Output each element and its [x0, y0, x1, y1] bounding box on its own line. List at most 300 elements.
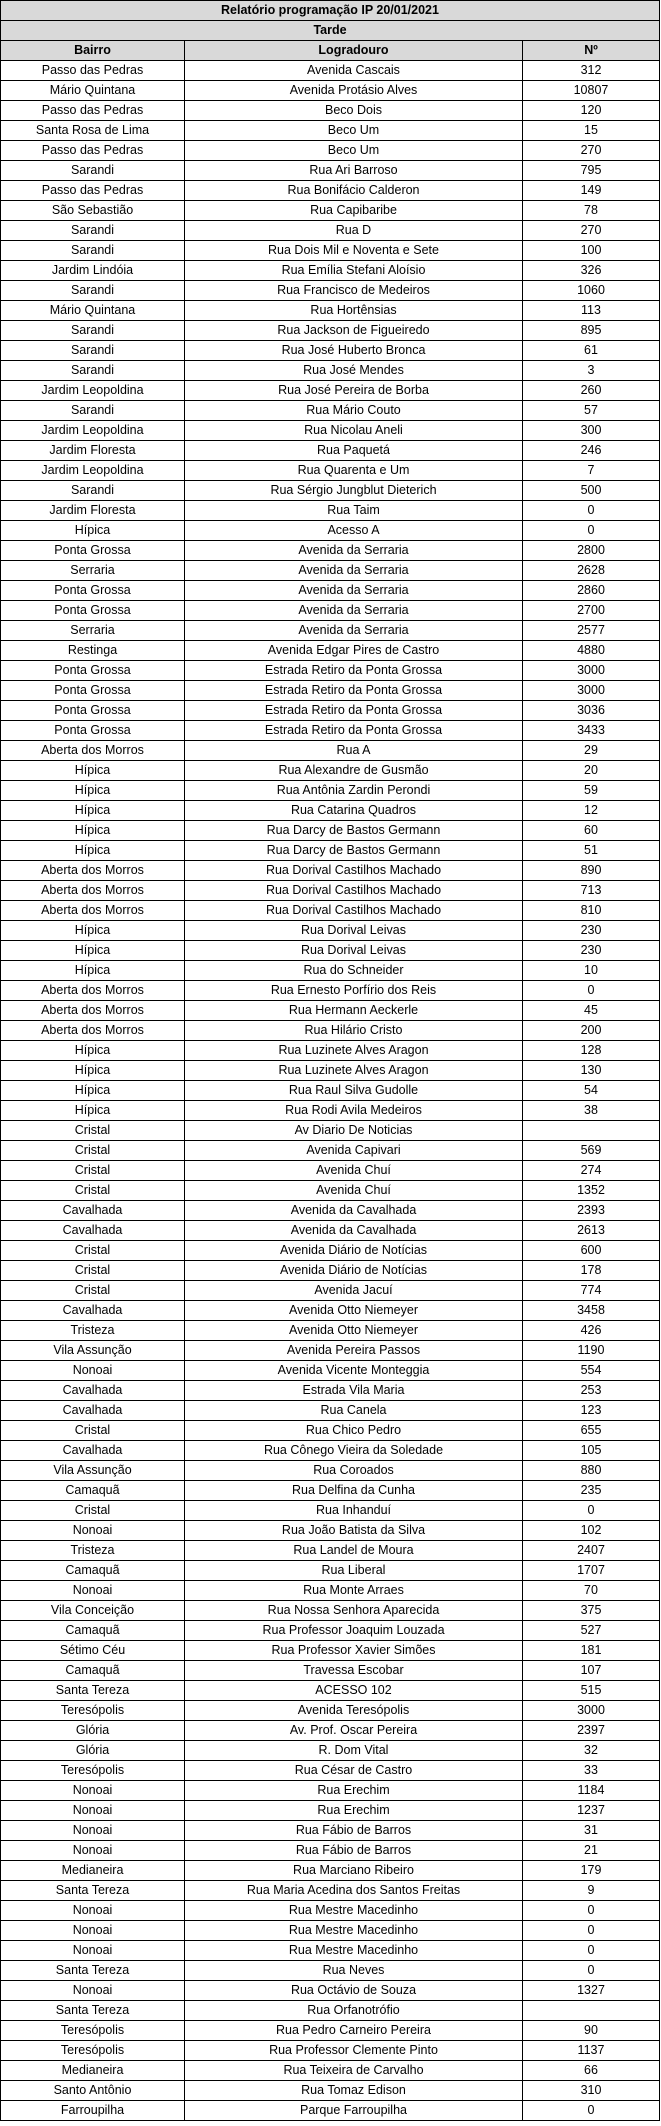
- table-row: [1, 241, 660, 261]
- cell-bairro: Cristal: [1, 1161, 185, 1181]
- table-row: [1, 941, 660, 961]
- cell-numero: 60: [523, 821, 660, 841]
- cell-numero: 54: [523, 1081, 660, 1101]
- cell-bairro: Ponta Grossa: [1, 541, 185, 561]
- table-row: [1, 121, 660, 141]
- cell-numero: 2393: [523, 1201, 660, 1221]
- cell-logradouro: Rua Coroados: [185, 1461, 523, 1481]
- table-row: [1, 581, 660, 601]
- cell-bairro: Santa Tereza: [1, 1681, 185, 1701]
- cell-bairro: Hípica: [1, 921, 185, 941]
- cell-logradouro: Rua Monte Arraes: [185, 1581, 523, 1601]
- table-row: [1, 741, 660, 761]
- cell-numero: 3000: [523, 1701, 660, 1721]
- table-row: [1, 1581, 660, 1601]
- cell-numero: 0: [523, 1941, 660, 1961]
- table-row: [1, 981, 660, 1001]
- cell-bairro: Nonoai: [1, 1801, 185, 1821]
- cell-bairro: Santa Tereza: [1, 2001, 185, 2021]
- cell-bairro: Nonoai: [1, 1981, 185, 2001]
- cell-bairro: Santo Antônio: [1, 2081, 185, 2101]
- cell-bairro: Passo das Pedras: [1, 61, 185, 81]
- cell-logradouro: Av Diario De Noticias: [185, 1121, 523, 1141]
- cell-logradouro: Rua Sérgio Jungblut Dieterich: [185, 481, 523, 501]
- table-row: [1, 1181, 660, 1201]
- cell-logradouro: Rua Ernesto Porfírio dos Reis: [185, 981, 523, 1001]
- cell-bairro: Vila Assunção: [1, 1461, 185, 1481]
- cell-bairro: Sarandi: [1, 221, 185, 241]
- cell-numero: 200: [523, 1021, 660, 1041]
- cell-numero: 61: [523, 341, 660, 361]
- cell-numero: 130: [523, 1061, 660, 1081]
- table-row: [1, 1701, 660, 1721]
- cell-logradouro: Rua Dorival Castilhos Machado: [185, 861, 523, 881]
- cell-logradouro: Rua Liberal: [185, 1561, 523, 1581]
- table-row: [1, 1761, 660, 1781]
- cell-bairro: Aberta dos Morros: [1, 741, 185, 761]
- cell-bairro: Cristal: [1, 1181, 185, 1201]
- table-row: [1, 1601, 660, 1621]
- cell-numero: 270: [523, 221, 660, 241]
- cell-numero: 1707: [523, 1561, 660, 1581]
- cell-numero: 326: [523, 261, 660, 281]
- cell-logradouro: Rua Chico Pedro: [185, 1421, 523, 1441]
- cell-numero: 300: [523, 421, 660, 441]
- table-row: [1, 1921, 660, 1941]
- cell-bairro: Medianeira: [1, 2061, 185, 2081]
- cell-logradouro: Rua Canela: [185, 1401, 523, 1421]
- cell-bairro: Ponta Grossa: [1, 721, 185, 741]
- table-row: [1, 1961, 660, 1981]
- table-row: [1, 1541, 660, 1561]
- cell-numero: 260: [523, 381, 660, 401]
- table-row: [1, 1141, 660, 1161]
- cell-logradouro: Rua Capibaribe: [185, 201, 523, 221]
- table-row: [1, 641, 660, 661]
- cell-logradouro: Avenida Pereira Passos: [185, 1341, 523, 1361]
- cell-bairro: Hípica: [1, 1061, 185, 1081]
- cell-numero: 3458: [523, 1301, 660, 1321]
- cell-numero: 0: [523, 981, 660, 1001]
- cell-bairro: Teresópolis: [1, 2021, 185, 2041]
- cell-bairro: Sarandi: [1, 241, 185, 261]
- cell-numero: 655: [523, 1421, 660, 1441]
- cell-numero: 0: [523, 2101, 660, 2121]
- cell-logradouro: Rua Ari Barroso: [185, 161, 523, 181]
- cell-logradouro: Rua Luzinete Alves Aragon: [185, 1061, 523, 1081]
- cell-logradouro: Rua D: [185, 221, 523, 241]
- cell-bairro: Cavalhada: [1, 1201, 185, 1221]
- cell-numero: 0: [523, 1961, 660, 1981]
- cell-logradouro: Rua Taim: [185, 501, 523, 521]
- cell-bairro: Vila Conceição: [1, 1601, 185, 1621]
- cell-logradouro: Rua Nossa Senhora Aparecida: [185, 1601, 523, 1621]
- cell-numero: 3433: [523, 721, 660, 741]
- cell-numero: 45: [523, 1001, 660, 1021]
- table-row: [1, 1101, 660, 1121]
- cell-bairro: Santa Rosa de Lima: [1, 121, 185, 141]
- table-row: [1, 701, 660, 721]
- table-row: [1, 1481, 660, 1501]
- cell-logradouro: Rua Mestre Macedinho: [185, 1941, 523, 1961]
- table-row: [1, 1821, 660, 1841]
- cell-bairro: Sarandi: [1, 481, 185, 501]
- cell-bairro: Hípica: [1, 761, 185, 781]
- cell-numero: 2628: [523, 561, 660, 581]
- table-row: [1, 1361, 660, 1381]
- cell-bairro: Nonoai: [1, 1581, 185, 1601]
- cell-numero: 128: [523, 1041, 660, 1061]
- cell-logradouro: Avenida da Cavalhada: [185, 1201, 523, 1221]
- cell-numero: 32: [523, 1741, 660, 1761]
- table-row: [1, 1501, 660, 1521]
- cell-logradouro: Avenida Chuí: [185, 1181, 523, 1201]
- table-row: [1, 761, 660, 781]
- cell-numero: 78: [523, 201, 660, 221]
- table-row: [1, 461, 660, 481]
- cell-numero: 4880: [523, 641, 660, 661]
- cell-logradouro: Rua Francisco de Medeiros: [185, 281, 523, 301]
- table-row: [1, 1161, 660, 1181]
- cell-bairro: Camaquã: [1, 1481, 185, 1501]
- table-row: [1, 2001, 660, 2021]
- cell-logradouro: Rua Hortênsias: [185, 301, 523, 321]
- cell-bairro: Cristal: [1, 1501, 185, 1521]
- cell-logradouro: Avenida Diário de Notícias: [185, 1241, 523, 1261]
- cell-bairro: Hípica: [1, 801, 185, 821]
- cell-bairro: Teresópolis: [1, 1761, 185, 1781]
- table-row: [1, 1121, 660, 1141]
- cell-logradouro: Rua Tomaz Edison: [185, 2081, 523, 2101]
- cell-bairro: Jardim Leopoldina: [1, 381, 185, 401]
- cell-bairro: Sarandi: [1, 361, 185, 381]
- table-row: [1, 1001, 660, 1021]
- table-row: [1, 2061, 660, 2081]
- cell-bairro: Hípica: [1, 961, 185, 981]
- cell-numero: 880: [523, 1461, 660, 1481]
- cell-numero: 1237: [523, 1801, 660, 1821]
- table-row: [1, 861, 660, 881]
- cell-bairro: Restinga: [1, 641, 185, 661]
- cell-bairro: Hípica: [1, 941, 185, 961]
- cell-bairro: Ponta Grossa: [1, 601, 185, 621]
- cell-bairro: Hípica: [1, 1041, 185, 1061]
- cell-bairro: Hípica: [1, 781, 185, 801]
- cell-bairro: Ponta Grossa: [1, 661, 185, 681]
- table-row: [1, 1441, 660, 1461]
- cell-logradouro: Rua Jackson de Figueiredo: [185, 321, 523, 341]
- cell-numero: 57: [523, 401, 660, 421]
- cell-numero: 1137: [523, 2041, 660, 2061]
- table-row: [1, 1261, 660, 1281]
- cell-logradouro: Rua Catarina Quadros: [185, 801, 523, 821]
- cell-bairro: Farroupilha: [1, 2101, 185, 2121]
- table-row: [1, 781, 660, 801]
- cell-logradouro: Rua Dorival Leivas: [185, 921, 523, 941]
- cell-logradouro: Rua Dois Mil e Noventa e Sete: [185, 241, 523, 261]
- cell-logradouro: Rua Paquetá: [185, 441, 523, 461]
- cell-numero: 10: [523, 961, 660, 981]
- cell-logradouro: Avenida Jacuí: [185, 1281, 523, 1301]
- cell-numero: 713: [523, 881, 660, 901]
- cell-numero: 12: [523, 801, 660, 821]
- table-row: [1, 1461, 660, 1481]
- cell-logradouro: Rua Quarenta e Um: [185, 461, 523, 481]
- cell-bairro: Nonoai: [1, 1821, 185, 1841]
- cell-logradouro: Avenida Teresópolis: [185, 1701, 523, 1721]
- cell-logradouro: Rua Landel de Moura: [185, 1541, 523, 1561]
- cell-bairro: Mário Quintana: [1, 81, 185, 101]
- cell-bairro: Serraria: [1, 621, 185, 641]
- table-row: [1, 1781, 660, 1801]
- cell-bairro: Aberta dos Morros: [1, 881, 185, 901]
- table-row: [1, 1381, 660, 1401]
- cell-numero: 569: [523, 1141, 660, 1161]
- cell-numero: 51: [523, 841, 660, 861]
- cell-numero: 253: [523, 1381, 660, 1401]
- cell-bairro: Passo das Pedras: [1, 181, 185, 201]
- table-row: [1, 261, 660, 281]
- cell-numero: 100: [523, 241, 660, 261]
- table-row: [1, 201, 660, 221]
- cell-logradouro: Travessa Escobar: [185, 1661, 523, 1681]
- cell-logradouro: Rua Erechim: [185, 1801, 523, 1821]
- cell-numero: 890: [523, 861, 660, 881]
- cell-bairro: Hípica: [1, 841, 185, 861]
- cell-logradouro: ACESSO 102: [185, 1681, 523, 1701]
- table-row: [1, 1401, 660, 1421]
- cell-logradouro: Rua Professor Joaquim Louzada: [185, 1621, 523, 1641]
- cell-logradouro: Avenida Chuí: [185, 1161, 523, 1181]
- cell-numero: 181: [523, 1641, 660, 1661]
- table-body: [1, 61, 660, 2121]
- cell-bairro: Jardim Floresta: [1, 441, 185, 461]
- table-row: [1, 381, 660, 401]
- table-row: [1, 401, 660, 421]
- cell-logradouro: Rua Marciano Ribeiro: [185, 1861, 523, 1881]
- table-row: [1, 961, 660, 981]
- table-row: [1, 1081, 660, 1101]
- cell-numero: 600: [523, 1241, 660, 1261]
- cell-logradouro: Av. Prof. Oscar Pereira: [185, 1721, 523, 1741]
- cell-bairro: Serraria: [1, 561, 185, 581]
- cell-logradouro: Avenida Otto Niemeyer: [185, 1301, 523, 1321]
- cell-logradouro: Avenida da Serraria: [185, 541, 523, 561]
- cell-logradouro: Rua Dorival Castilhos Machado: [185, 881, 523, 901]
- cell-numero: 1060: [523, 281, 660, 301]
- cell-numero: 246: [523, 441, 660, 461]
- cell-bairro: Cristal: [1, 1141, 185, 1161]
- cell-bairro: Santa Tereza: [1, 1961, 185, 1981]
- cell-bairro: Cristal: [1, 1281, 185, 1301]
- cell-numero: 102: [523, 1521, 660, 1541]
- table-row: [1, 881, 660, 901]
- cell-numero: 2613: [523, 1221, 660, 1241]
- cell-bairro: Sarandi: [1, 321, 185, 341]
- cell-logradouro: Rua Raul Silva Gudolle: [185, 1081, 523, 1101]
- table-row: [1, 801, 660, 821]
- cell-numero: 0: [523, 1921, 660, 1941]
- cell-numero: 3000: [523, 681, 660, 701]
- cell-logradouro: Avenida Capivari: [185, 1141, 523, 1161]
- table-row: [1, 681, 660, 701]
- cell-numero: 2407: [523, 1541, 660, 1561]
- table-row: [1, 1241, 660, 1261]
- table-row: [1, 1561, 660, 1581]
- cell-bairro: Jardim Leopoldina: [1, 461, 185, 481]
- cell-numero: 1352: [523, 1181, 660, 1201]
- cell-bairro: Vila Assunção: [1, 1341, 185, 1361]
- table-row: [1, 601, 660, 621]
- cell-numero: 15: [523, 121, 660, 141]
- cell-bairro: Cavalhada: [1, 1441, 185, 1461]
- cell-logradouro: Rua Fábio de Barros: [185, 1841, 523, 1861]
- cell-bairro: Tristeza: [1, 1541, 185, 1561]
- table-row: [1, 1041, 660, 1061]
- table-row: [1, 1621, 660, 1641]
- cell-bairro: Nonoai: [1, 1841, 185, 1861]
- table-row: [1, 161, 660, 181]
- cell-logradouro: Rua Dorival Leivas: [185, 941, 523, 961]
- cell-bairro: Camaquã: [1, 1621, 185, 1641]
- cell-bairro: Aberta dos Morros: [1, 981, 185, 1001]
- cell-bairro: Sarandi: [1, 341, 185, 361]
- cell-logradouro: Rua Emília Stefani Aloísio: [185, 261, 523, 281]
- cell-bairro: Nonoai: [1, 1901, 185, 1921]
- cell-bairro: Jardim Leopoldina: [1, 421, 185, 441]
- cell-logradouro: Avenida Cascais: [185, 61, 523, 81]
- cell-bairro: Cavalhada: [1, 1381, 185, 1401]
- cell-bairro: Hípica: [1, 1101, 185, 1121]
- table-row: [1, 1221, 660, 1241]
- table-row: [1, 621, 660, 641]
- table-row: [1, 321, 660, 341]
- cell-logradouro: Rua José Huberto Bronca: [185, 341, 523, 361]
- table-row: [1, 2041, 660, 2061]
- table-row: [1, 1681, 660, 1701]
- cell-logradouro: Rua Teixeira de Carvalho: [185, 2061, 523, 2081]
- cell-numero: 515: [523, 1681, 660, 1701]
- table-row: [1, 141, 660, 161]
- cell-numero: 33: [523, 1761, 660, 1781]
- cell-logradouro: Rua Darcy de Bastos Germann: [185, 821, 523, 841]
- cell-logradouro: Avenida da Cavalhada: [185, 1221, 523, 1241]
- cell-numero: 554: [523, 1361, 660, 1381]
- table-row: [1, 81, 660, 101]
- cell-logradouro: Estrada Retiro da Ponta Grossa: [185, 661, 523, 681]
- table-row: [1, 841, 660, 861]
- cell-numero: 123: [523, 1401, 660, 1421]
- table-row: [1, 61, 660, 81]
- cell-bairro: Cristal: [1, 1241, 185, 1261]
- column-header-logradouro: Logradouro: [185, 41, 523, 61]
- cell-bairro: Cristal: [1, 1421, 185, 1441]
- cell-numero: 66: [523, 2061, 660, 2081]
- cell-logradouro: Rua Maria Acedina dos Santos Freitas: [185, 1881, 523, 1901]
- cell-bairro: Aberta dos Morros: [1, 1001, 185, 1021]
- cell-logradouro: Rua Neves: [185, 1961, 523, 1981]
- cell-logradouro: Avenida da Serraria: [185, 581, 523, 601]
- cell-numero: 105: [523, 1441, 660, 1461]
- report-title: Relatório programação IP 20/01/2021: [1, 1, 660, 21]
- table-row: [1, 541, 660, 561]
- cell-logradouro: Rua João Batista da Silva: [185, 1521, 523, 1541]
- table-row: [1, 1721, 660, 1741]
- cell-bairro: Aberta dos Morros: [1, 861, 185, 881]
- cell-logradouro: Avenida da Serraria: [185, 561, 523, 581]
- cell-logradouro: Rua Nicolau Aneli: [185, 421, 523, 441]
- column-header-bairro: Bairro: [1, 41, 185, 61]
- table-row: [1, 1321, 660, 1341]
- cell-numero: 0: [523, 1901, 660, 1921]
- cell-bairro: Sétimo Céu: [1, 1641, 185, 1661]
- cell-logradouro: Rua Mestre Macedinho: [185, 1901, 523, 1921]
- cell-logradouro: Avenida Otto Niemeyer: [185, 1321, 523, 1341]
- table-row: [1, 901, 660, 921]
- cell-numero: 149: [523, 181, 660, 201]
- cell-logradouro: Avenida Edgar Pires de Castro: [185, 641, 523, 661]
- cell-bairro: Ponta Grossa: [1, 581, 185, 601]
- cell-numero: 29: [523, 741, 660, 761]
- cell-bairro: Ponta Grossa: [1, 701, 185, 721]
- table-row: [1, 1861, 660, 1881]
- cell-numero: 0: [523, 1501, 660, 1521]
- table-row: [1, 1881, 660, 1901]
- table-row: [1, 1901, 660, 1921]
- cell-bairro: Hípica: [1, 821, 185, 841]
- shift-label: Tarde: [1, 21, 660, 41]
- cell-numero: 310: [523, 2081, 660, 2101]
- table-row: [1, 341, 660, 361]
- cell-numero: 2397: [523, 1721, 660, 1741]
- table-row: [1, 1741, 660, 1761]
- cell-bairro: Cavalhada: [1, 1401, 185, 1421]
- cell-numero: 2700: [523, 601, 660, 621]
- cell-numero: 0: [523, 521, 660, 541]
- table-row: [1, 1981, 660, 2001]
- table-row: [1, 361, 660, 381]
- table-row: [1, 721, 660, 741]
- cell-bairro: Camaquã: [1, 1661, 185, 1681]
- table-row: [1, 501, 660, 521]
- table-row: [1, 1641, 660, 1661]
- cell-logradouro: Rua Professor Xavier Simões: [185, 1641, 523, 1661]
- cell-logradouro: Rua Octávio de Souza: [185, 1981, 523, 2001]
- cell-numero: 235: [523, 1481, 660, 1501]
- cell-logradouro: Rua Darcy de Bastos Germann: [185, 841, 523, 861]
- table-row: [1, 1421, 660, 1441]
- cell-bairro: Hípica: [1, 521, 185, 541]
- cell-logradouro: Estrada Retiro da Ponta Grossa: [185, 721, 523, 741]
- table-row: [1, 1301, 660, 1321]
- cell-bairro: Cristal: [1, 1121, 185, 1141]
- cell-numero: 21: [523, 1841, 660, 1861]
- cell-bairro: Cavalhada: [1, 1221, 185, 1241]
- cell-logradouro: Rua Hermann Aeckerle: [185, 1001, 523, 1021]
- cell-bairro: Glória: [1, 1741, 185, 1761]
- table-row: [1, 1521, 660, 1541]
- cell-bairro: Ponta Grossa: [1, 681, 185, 701]
- cell-numero: 2800: [523, 541, 660, 561]
- table-row: [1, 1801, 660, 1821]
- cell-bairro: São Sebastião: [1, 201, 185, 221]
- cell-bairro: Sarandi: [1, 281, 185, 301]
- cell-numero: 120: [523, 101, 660, 121]
- table-row: [1, 101, 660, 121]
- cell-numero: 270: [523, 141, 660, 161]
- cell-logradouro: Avenida da Serraria: [185, 621, 523, 641]
- cell-numero: 9: [523, 1881, 660, 1901]
